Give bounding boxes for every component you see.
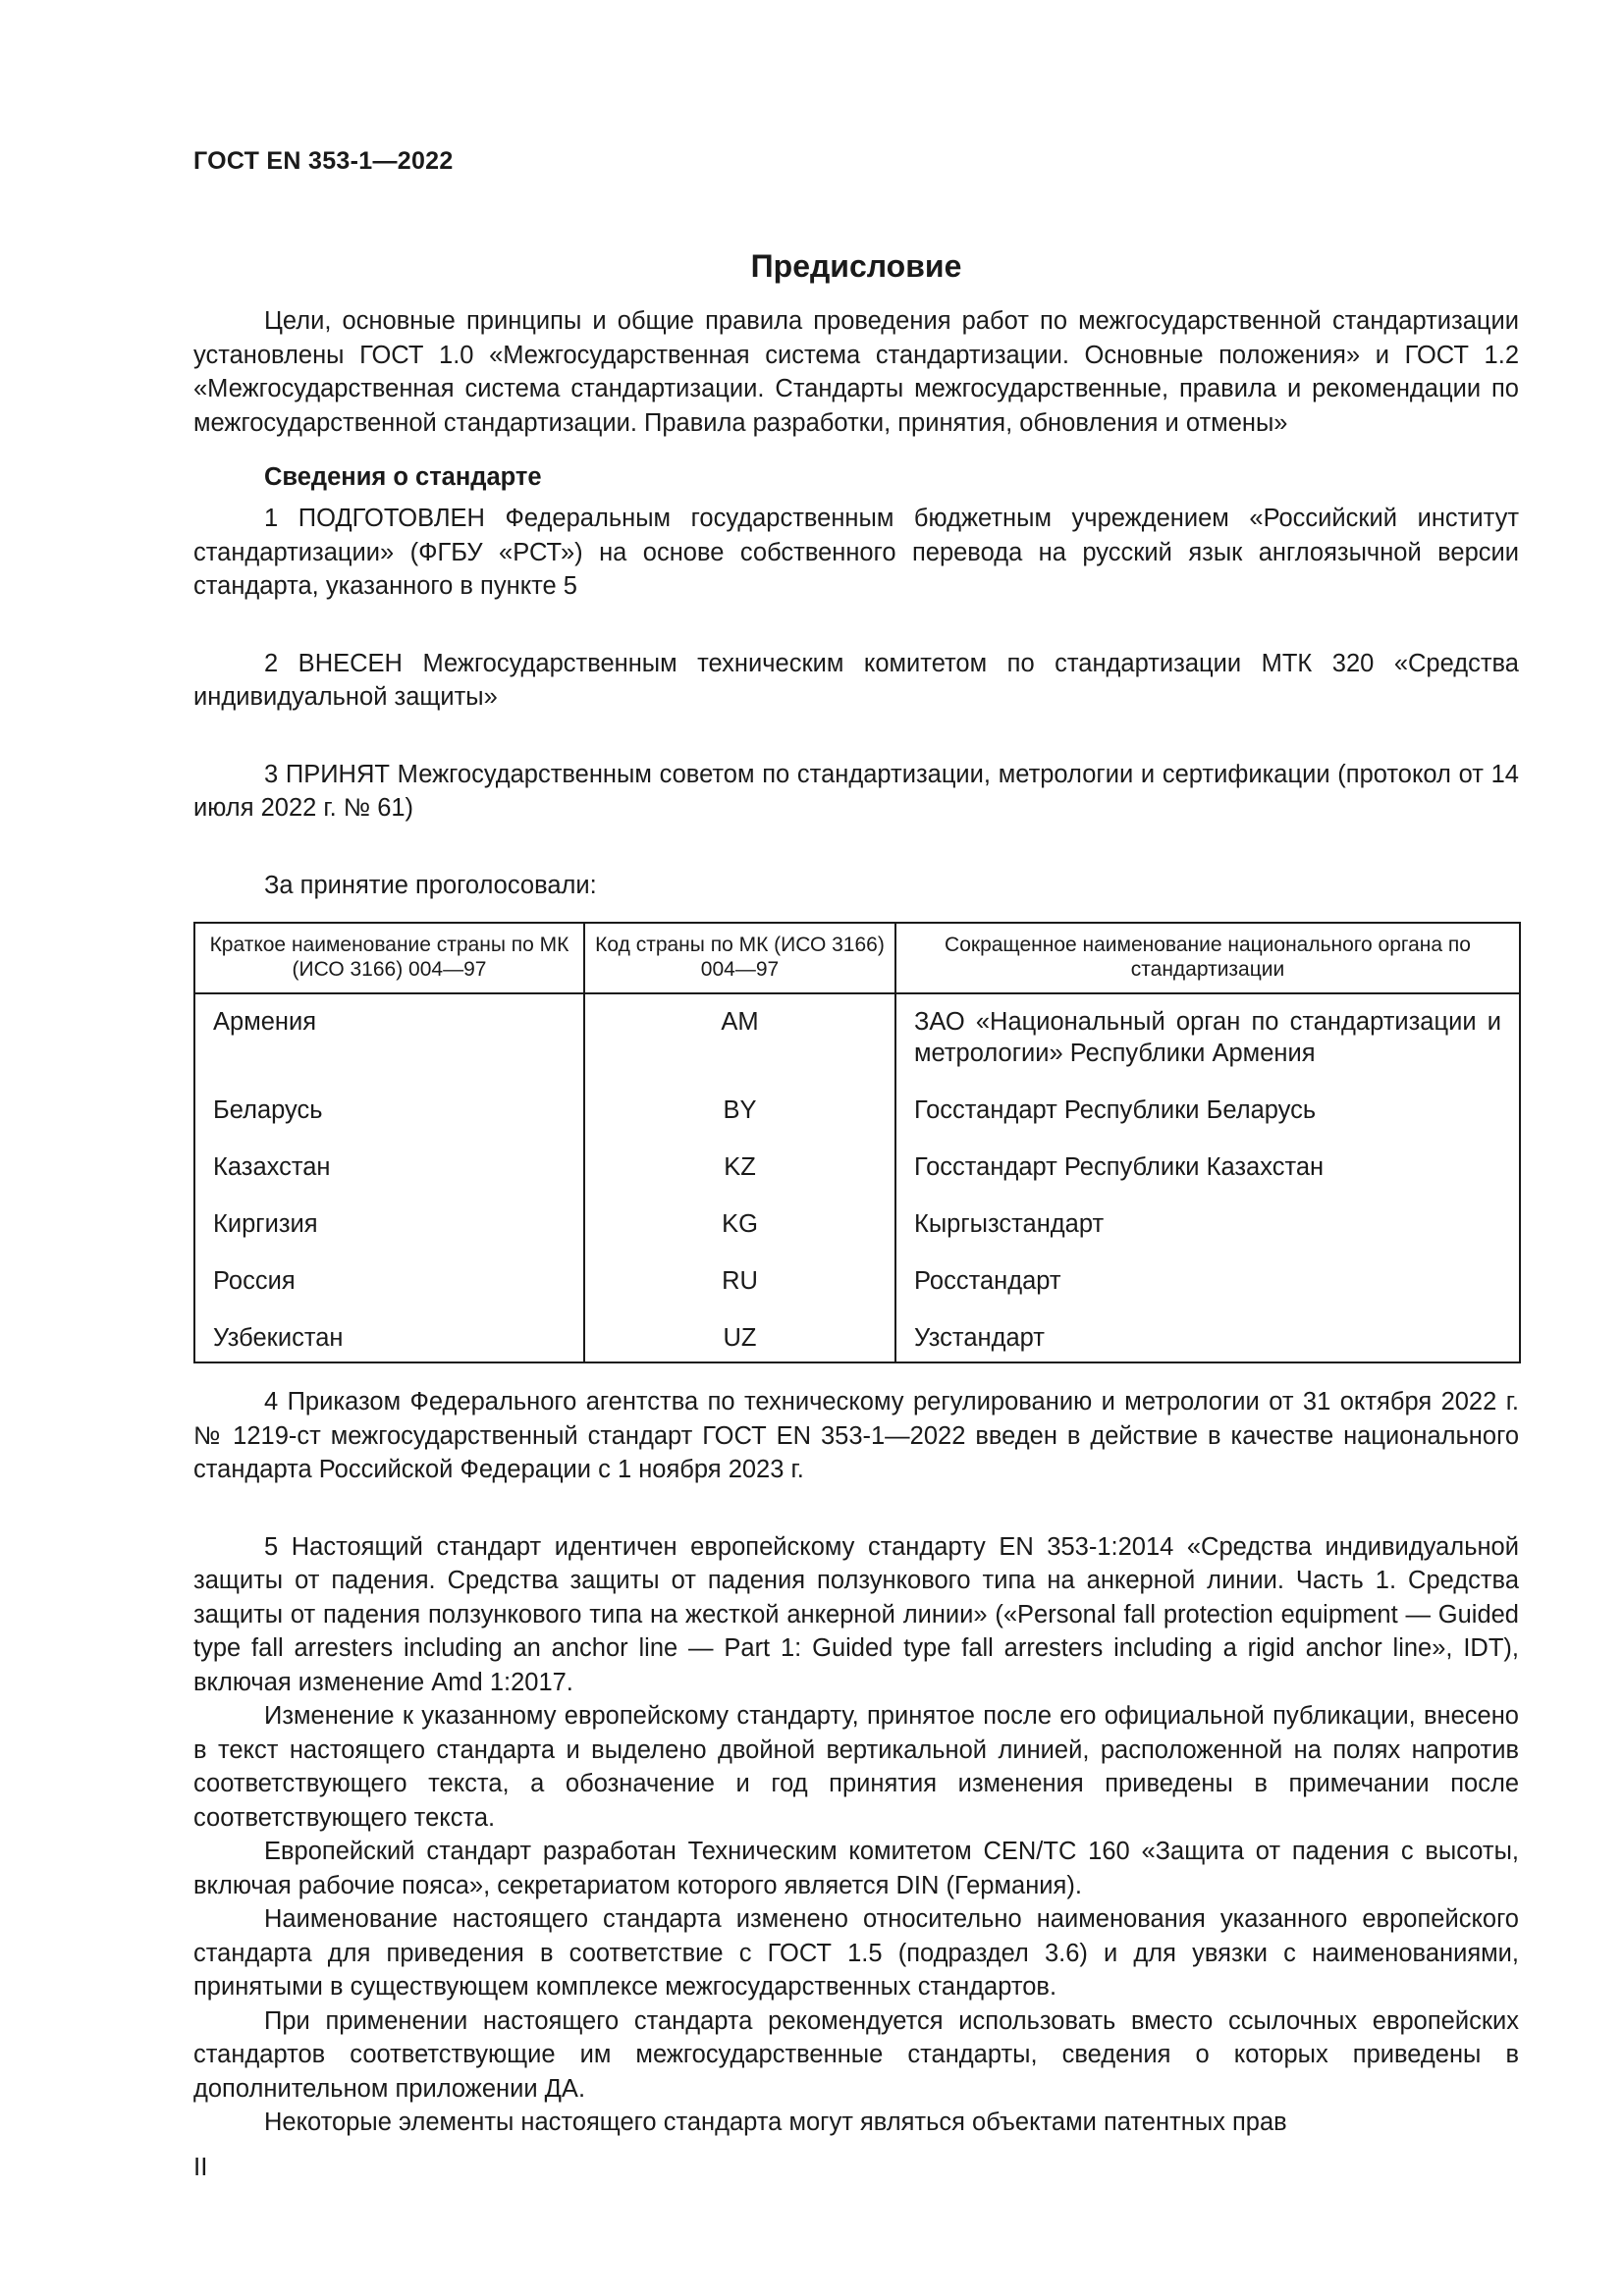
cell-country: Узбекистан [194, 1313, 584, 1362]
cell-country: Россия [194, 1256, 584, 1313]
table-header-row [194, 923, 1520, 993]
section-title: Предисловие [750, 248, 962, 284]
header-national-body: Сокращенное наименование национального органа по стандартизации [895, 923, 1520, 993]
voted-label: За принятие проголосовали: [264, 871, 597, 899]
page-number: II [193, 2152, 208, 2181]
patent-paragraph: Некоторые элементы настоящего стандарта могут являться объектами патентных прав [264, 2109, 1287, 2136]
document-code: ГОСТ EN 353-1—2022 [193, 147, 454, 175]
cell-org: Госстандарт Республики Беларусь [895, 1086, 1520, 1143]
header-country-code: Код страны по МК (ИСО 3166) 004—97 [584, 923, 895, 993]
table-row [194, 993, 1520, 1086]
document-page [193, 147, 1519, 2140]
developer-paragraph: Европейский стандарт разработан Техническим комитетом CEN/TC 160 «Защита от падения с высоты, включая рабочие пояса», секретариатом которого является DIN (Германия). [193, 1838, 1519, 1899]
table-row [194, 1200, 1520, 1256]
cell-code: UZ [584, 1313, 895, 1362]
cell-code: RU [584, 1256, 895, 1313]
table-row [194, 1143, 1520, 1200]
info-heading: Сведения о стандарте [264, 463, 542, 491]
change-paragraph: Изменение к указанному европейскому стандарту, принятое после его официальной публикации, внесено в текст настоящего стандарта и выделено двойной вертикальной линией, расположенной на полях напротив соответствующего текста, а обозначение и год принятия изменения приведены в примечании после соответствующего текста. [193, 1702, 1519, 1832]
cell-country: Киргизия [194, 1200, 584, 1256]
item-3-paragraph: 3 ПРИНЯТ Межгосударственным советом по стандартизации, метрологии и сертификации (протокол от 14 июля 2022 г. № 61) [193, 760, 1519, 822]
item-4-paragraph: 4 Приказом Федерального агентства по техническому регулированию и метрологии от 31 октября 2022 г. № 1219-ст межгосударственный стандарт ГОСТ EN 353-1—2022 введен в действие в качестве национального стандарта Российской Федерации с 1 ноября 2023 г. [193, 1388, 1519, 1483]
table-row [194, 1313, 1520, 1362]
references-paragraph: При применении настоящего стандарта рекомендуется использовать вместо ссылочных европейских стандартов соответствующие им межгосударственные стандарты, сведения о которых приведены в дополнительном приложении ДА. [193, 2006, 1519, 2103]
item-2-paragraph: 2 ВНЕСЕН Межгосударственным техническим комитетом по стандартизации МТК 320 «Средства индивидуальной защиты» [193, 649, 1519, 711]
name-paragraph: Наименование настоящего стандарта изменено относительно наименования указанного европейского стандарта для приведения в соответствие с ГОСТ 1.5 (подраздел 3.6) и для увязки с наименованиями, принятыми в существующем комплексе межгосударственных стандартов. [193, 1905, 1519, 2001]
item-5-paragraph: 5 Настоящий стандарт идентичен европейскому стандарту EN 353-1:2014 «Средства индивидуальной защиты от падения. Средства защиты от падения ползункового типа на анкерной линии. Часть 1. Средства защиты от падения ползункового типа на жесткой анкерной линии» («Personal fall protection equipment — Guided type fall arresters including an anchor line — Part 1: Guided type fall arresters including a rigid anchor line», IDT), включая изменение Amd 1:2017. [193, 1532, 1519, 1696]
cell-org: Госстандарт Республики Казахстан [895, 1143, 1520, 1200]
cell-country: Беларусь [194, 1086, 584, 1143]
intro-paragraph: Цели, основные принципы и общие правила проведения работ по межгосударственной стандартизации установлены ГОСТ 1.0 «Межгосударственная система стандартизации. Основные положения» и ГОСТ 1.2 «Межгосударственная система стандартизации. Стандарты межгосударственные, правила и рекомендации по межгосударственной стандартизации. Правила разработки, принятия, обновления и отмены» [193, 307, 1519, 437]
table-row [194, 1086, 1520, 1143]
cell-org: ЗАО «Национальный орган по стандартизации и метрологии» Республики Армения [895, 993, 1520, 1086]
cell-country: Армения [194, 993, 584, 1086]
cell-country: Казахстан [194, 1143, 584, 1200]
cell-code: BY [584, 1086, 895, 1143]
cell-code: KZ [584, 1143, 895, 1200]
cell-code: AM [584, 993, 895, 1086]
cell-org: Росстандарт [895, 1256, 1520, 1313]
table-row [194, 1256, 1520, 1313]
cell-org: Узстандарт [895, 1313, 1520, 1362]
header-country-name: Краткое наименование страны по МК (ИСО 3166) 004—97 [194, 923, 584, 993]
cell-code: KG [584, 1200, 895, 1256]
item-1-paragraph: 1 ПОДГОТОВЛЕН Федеральным государственным бюджетным учреждением «Российский институт стандартизации» (ФГБУ «РСТ») на основе собственного перевода на русский язык англоязычной версии стандарта, указанного в пункте 5 [193, 505, 1519, 600]
cell-org: Кыргызстандарт [895, 1200, 1520, 1256]
countries-table [193, 922, 1521, 1363]
